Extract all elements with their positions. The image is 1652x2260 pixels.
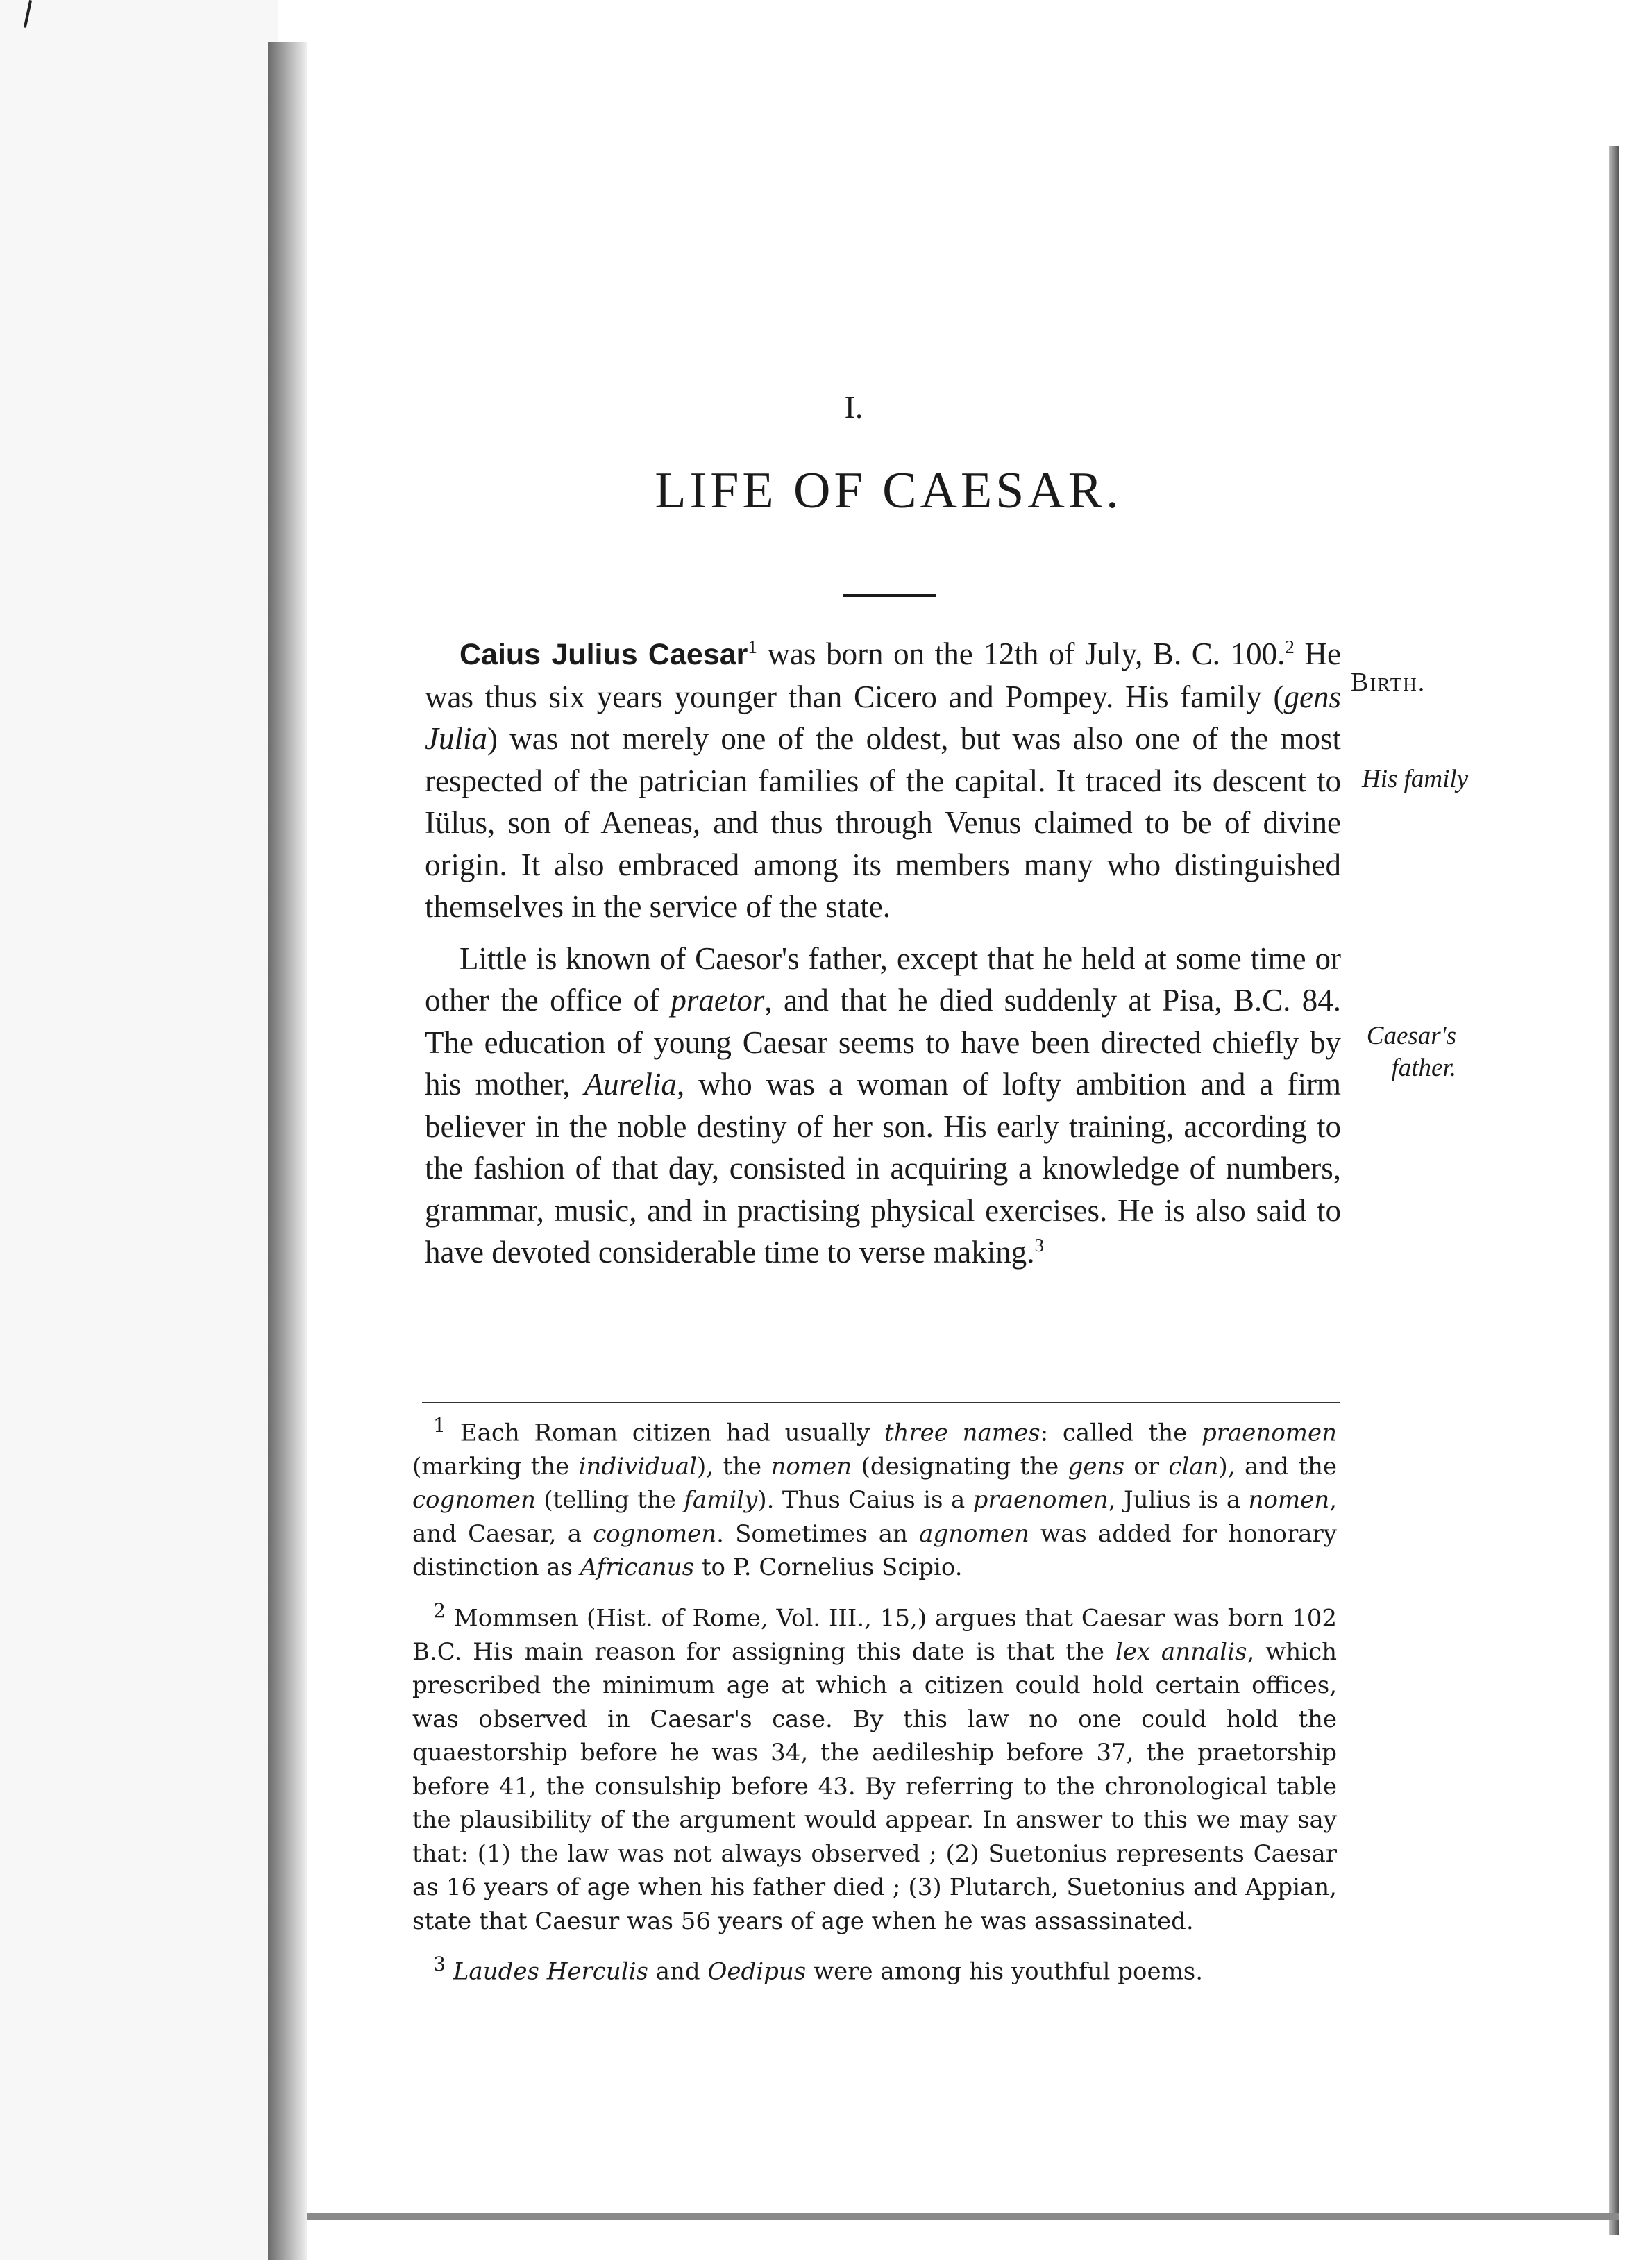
page-edge-shadow	[1609, 146, 1619, 2235]
italic-run: praetor	[671, 983, 765, 1018]
text-run: or	[1124, 1452, 1169, 1481]
body-text	[425, 633, 1341, 1274]
title-rule	[843, 594, 936, 597]
chapter-title: LIFE OF CAESAR.	[655, 462, 1122, 519]
text-run: . Sometimes an	[716, 1519, 920, 1548]
text-run: , who was a woman of lofty ambition and a firm believer in the noble destiny of her son. His early training, according to the fashion of that day, consisted in acquiring a knowledge of numbers, grammar, music, and in practising physical exercises. He is also said to have devoted considerable time to verse making.	[425, 1067, 1341, 1270]
paragraph-education	[425, 938, 1341, 1274]
italic-run: Africanus	[580, 1553, 695, 1582]
text-run: was born on the 12th of July, B. C. 100.	[757, 636, 1286, 671]
text-run: ) was not merely one of the oldest, but was also one of the most respected of the patrician families of the capital. It traced its descent to Iülus, son of Aeneas, and thus through Venus claimed to be of divine origin. It also embraced among its members many who distinguished themselves in the service of the state.	[425, 721, 1341, 924]
text-run: (marking the	[412, 1452, 579, 1481]
footnotes	[412, 1409, 1337, 1989]
text-run: was added for honorary distinction as	[412, 1519, 1337, 1582]
text-run: were among his youthful poems.	[806, 1957, 1204, 1986]
italic-run: cognomen	[593, 1519, 717, 1548]
italic-run: Aurelia	[584, 1067, 677, 1102]
italic-run: family	[684, 1486, 758, 1515]
margin-note-father-line2: father.	[1391, 1054, 1456, 1082]
footnote-2	[412, 1594, 1337, 1938]
text-run: ), the	[696, 1452, 771, 1481]
italic-run: nomen	[1248, 1486, 1330, 1515]
book-gutter	[268, 42, 307, 2260]
text-run: : called the	[1040, 1419, 1202, 1447]
footnote-1	[412, 1409, 1337, 1585]
italic-run: individual	[578, 1452, 697, 1481]
margin-note-father	[1345, 1020, 1456, 1084]
text-run: Little is known of Caesor's father, except that he held at some time or other the office of	[425, 941, 1341, 1018]
text-run: , Julius is a	[1108, 1486, 1249, 1515]
italic-run: three names	[884, 1419, 1040, 1447]
paragraph-birth-family	[425, 633, 1341, 928]
text-run: ). Thus Caius is a	[757, 1486, 973, 1515]
footnote-3	[412, 1948, 1337, 1989]
text-run: (designating the	[852, 1452, 1068, 1481]
text-run: Each Roman citizen had usually	[446, 1419, 884, 1447]
margin-note-family: His family	[1362, 765, 1469, 793]
italic-run: Oedipus	[707, 1957, 807, 1986]
italic-run: praenomen	[1201, 1419, 1338, 1447]
text-run: Mommsen (Hist. of Rome, Vol. III., 15,) argues that Caesar was born 102 B.C. His main reason for assigning this date is that the	[412, 1604, 1337, 1666]
footnote-number: 2	[433, 1599, 446, 1622]
italic-run: gens	[1068, 1452, 1124, 1481]
text-run: He was thus six years younger than Cicero and Pompey. His family (	[425, 636, 1341, 714]
footnote-number: 1	[433, 1414, 446, 1437]
footnote-ref: 1	[748, 636, 757, 657]
italic-run: nomen	[770, 1452, 852, 1481]
italic-run: agnomen	[919, 1519, 1029, 1548]
italic-run: lex annalis	[1115, 1637, 1247, 1666]
text-run: ), and the	[1218, 1452, 1337, 1481]
text-run: , which prescribed the minimum age at which a citizen could hold certain offices, was observed in Caesar's case. By this law no one could hold the quaestorship before he was 34, the aedileship before 37, the praetorship before 41, the consulship before 43. By referring to the chronological table the plausibility of the argument would appear. In answer to this we may say that: (1) the law was not always observed ; (2) Suetonius represents Caesar as 16 years of age when his father died ; (3) Plutarch, Suetonius and Appian, state that Caesur was 56 years of age when he was assassinated.	[412, 1637, 1338, 1935]
italic-run: clan	[1168, 1452, 1219, 1481]
text-run: and	[648, 1957, 708, 1986]
footnote-number: 3	[433, 1953, 446, 1976]
italic-run: cognomen	[412, 1486, 536, 1515]
footnote-ref: 2	[1285, 636, 1295, 657]
margin-note-father-line1: Caesar's	[1366, 1022, 1456, 1050]
italic-run: Laudes Herculis	[453, 1957, 648, 1986]
facing-page	[0, 0, 278, 2260]
margin-note-birth: Birth.	[1351, 668, 1426, 697]
footnote-rule	[422, 1402, 1340, 1403]
text-run: to P. Cornelius Scipio.	[694, 1553, 963, 1582]
text-run: (telling the	[535, 1486, 684, 1515]
italic-run: gens Julia	[425, 679, 1341, 756]
text-run: , and Caesar, a	[412, 1486, 1337, 1548]
lead-name: Caius Julius Caesar	[460, 638, 748, 671]
italic-run: praenomen	[972, 1486, 1109, 1515]
text-run: , and that he died suddenly at Pisa, B.C. 84. The education of young Caesar seems to have been directed chiefly by his mother,	[425, 983, 1341, 1102]
page-bottom-edge	[307, 2213, 1619, 2220]
chapter-number: I.	[844, 389, 863, 425]
footnote-ref: 3	[1034, 1235, 1044, 1256]
